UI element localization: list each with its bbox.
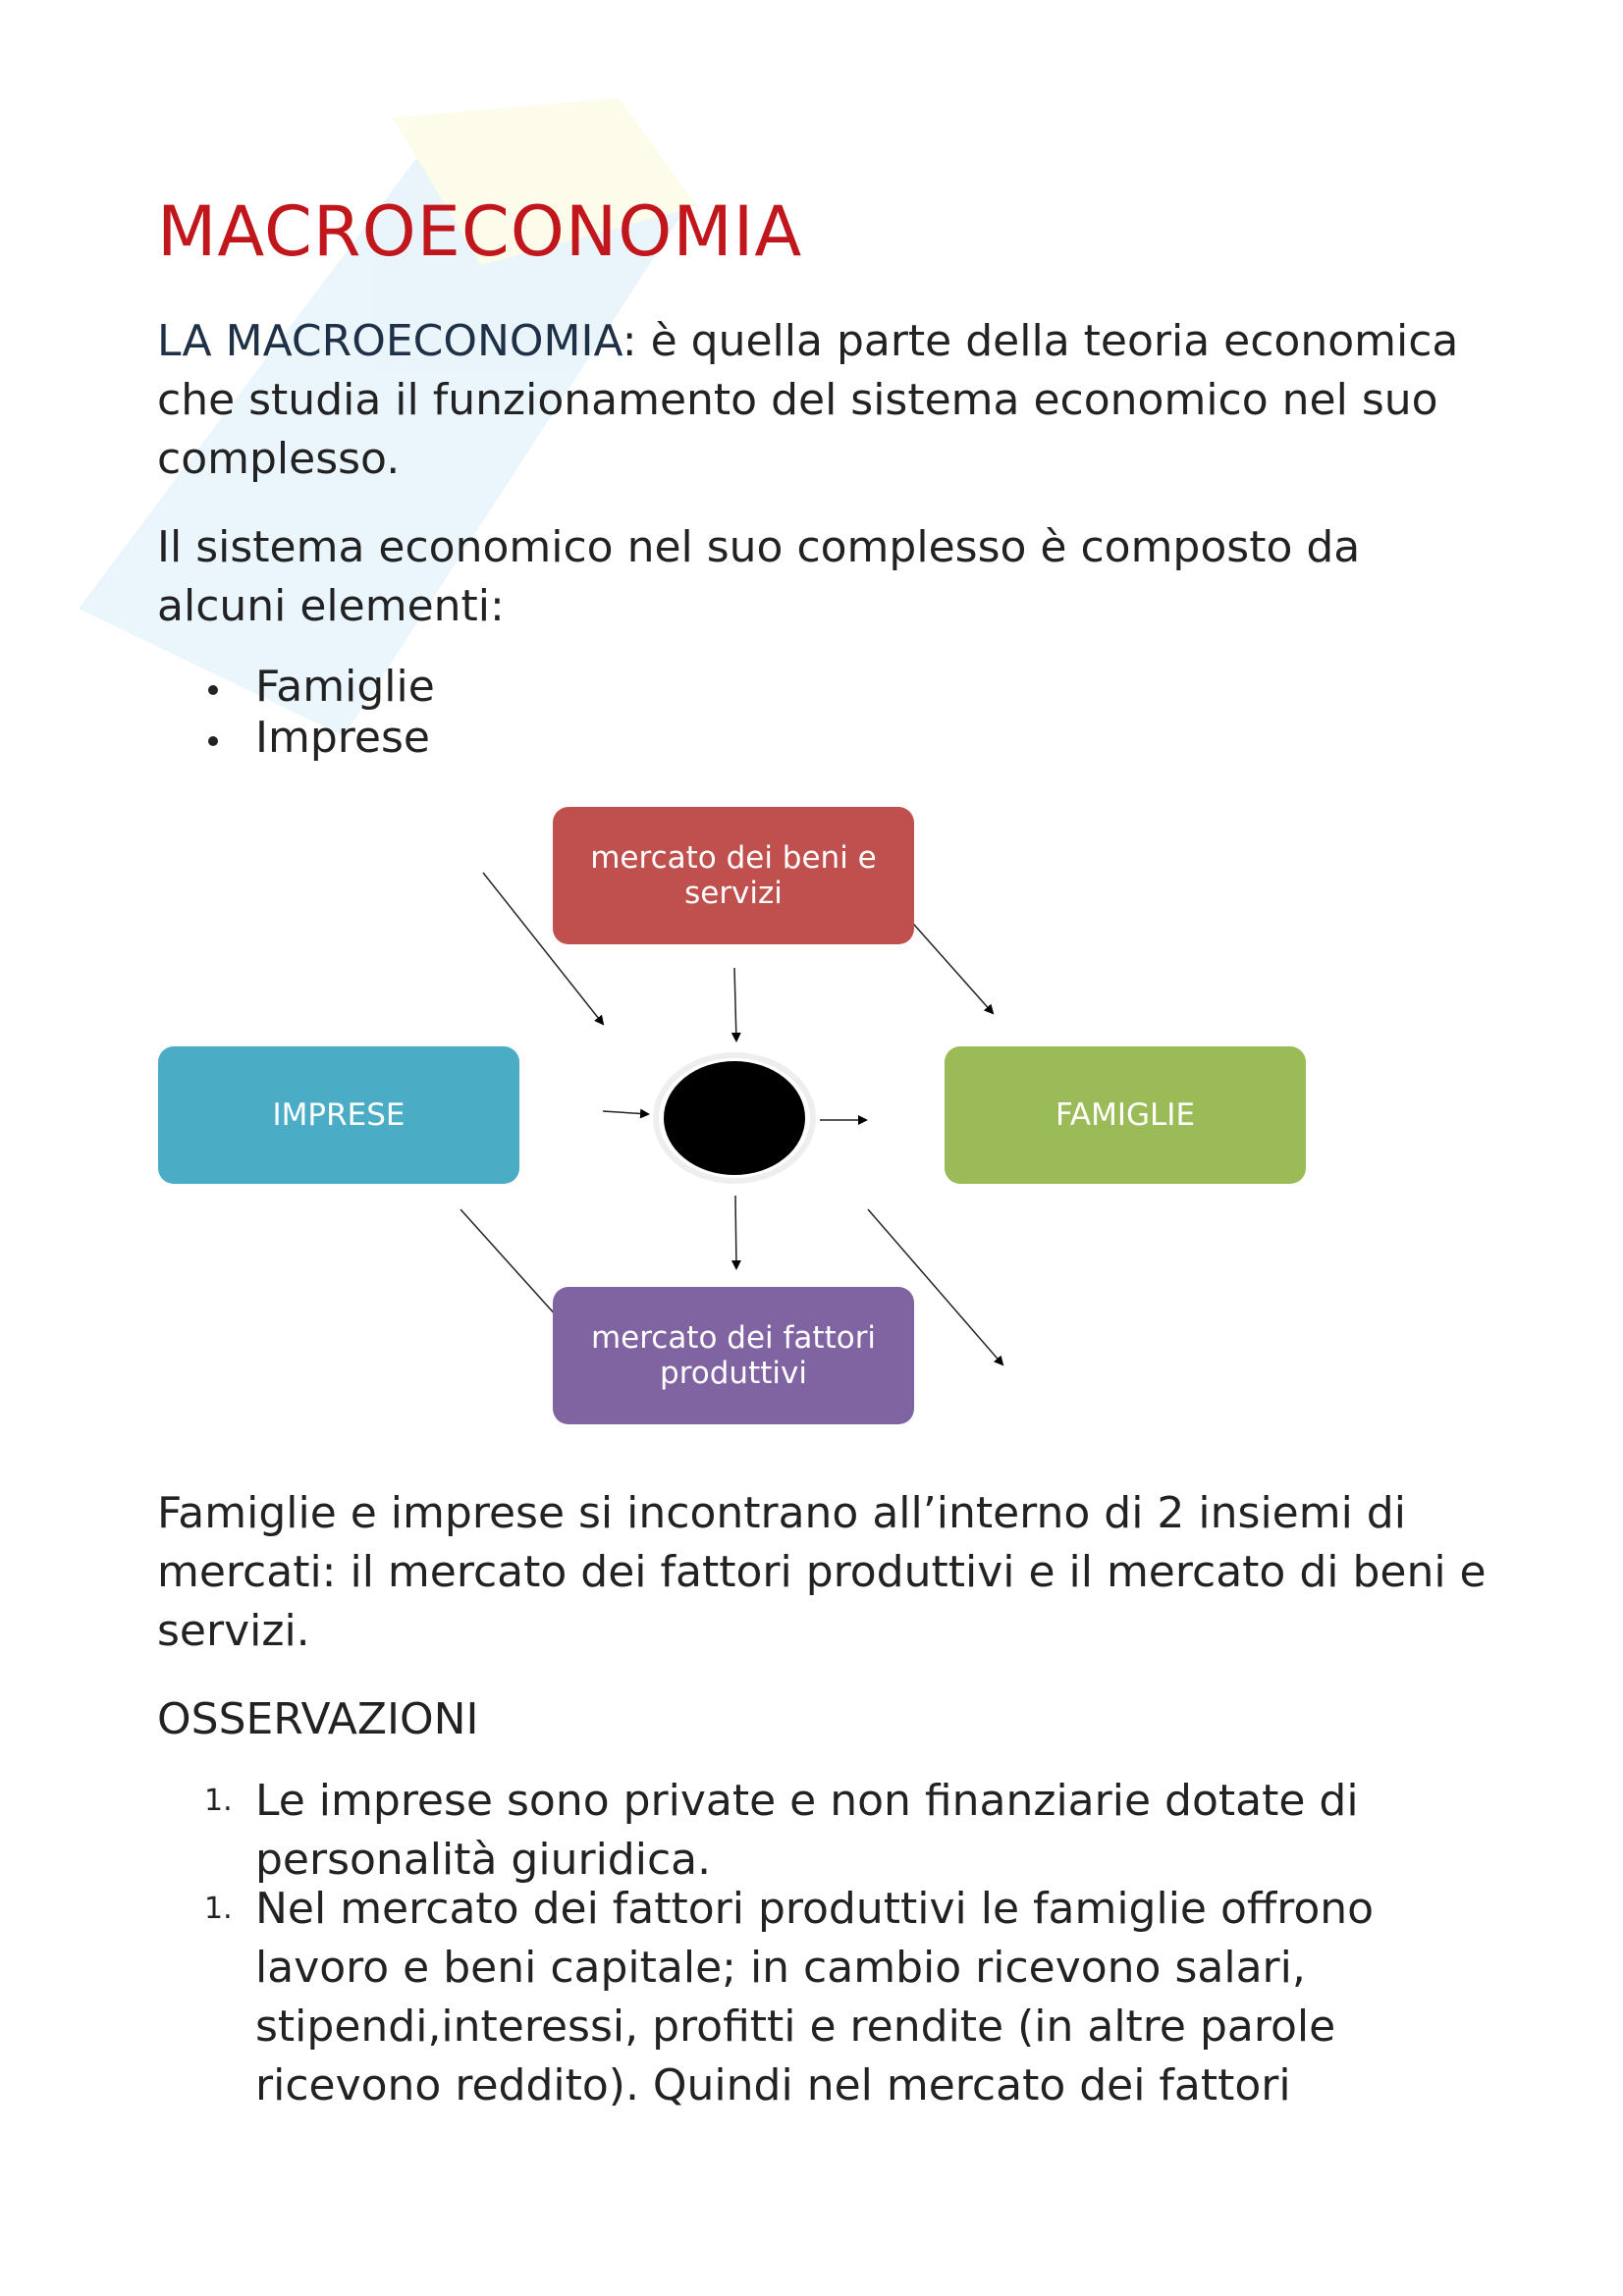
arrow-imprese-center [603,1111,648,1114]
list-item-label: Famiglie [255,662,435,712]
list-item [157,1880,1492,2115]
elements-intro-paragraph: Il sistema economico nel suo complesso è composto da alcuni elementi: [157,522,1361,631]
page-title: MACROECONOMIA [157,191,803,272]
list-item-text: Nel mercato dei fattori produttivi le famiglie offrono lavoro e beni capitale; in cambio ricevono salari, stipendi,interessi, profitti e rendite (in altre parole ricevono reddito). Quindi nel mercato dei fattori [255,1884,1375,2110]
list-item-label: Imprese [255,713,430,763]
households-box: FAMIGLIE [945,1046,1306,1184]
arrow-beni-center [734,968,736,1041]
center-node-fill [664,1061,805,1175]
list-number: 1. [204,1892,233,1926]
observations-list [157,1772,1492,2115]
list-item-text: Le imprese sono private e non finanziarie dotate di personalità giuridica. [255,1776,1359,1885]
markets-paragraph: Famiglie e imprese si incontrano all’interno di 2 insiemi di mercati: il mercato dei fattori produttivi e il mercato di beni e servizi. [157,1488,1487,1656]
goods-market-box: mercato dei beni e servizi [553,807,914,944]
list-item [157,1772,1492,1890]
observations-heading: OSSERVAZIONI [157,1694,479,1744]
factor-market-box: mercato dei fattori produttivi [553,1287,914,1424]
intro-term: LA MACROECONOMIA [157,316,622,366]
list-number: 1. [204,1784,233,1818]
arrow-center-fattori [735,1196,736,1268]
firms-box: IMPRESE [158,1046,519,1184]
intro-definition: : è quella parte della teoria economica che studia il funzionamento del sistema economico nel suo complesso. [157,316,1459,484]
